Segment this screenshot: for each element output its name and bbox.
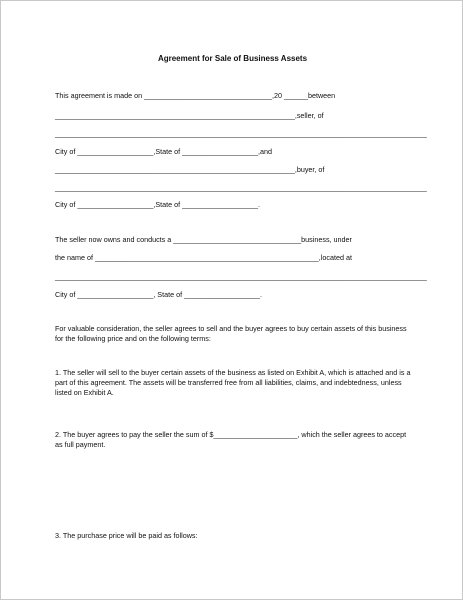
clause-3-text: 3. The purchase price will be paid as follows: (55, 531, 198, 540)
page-title: Agreement for Sale of Business Assets (157, 54, 308, 63)
business-type-line: The seller now owns and conducts a ________________________________business, under (55, 235, 352, 244)
seller-name-line: ____________________________________________________________,seller, of (55, 111, 324, 120)
consideration-paragraph (55, 324, 415, 344)
clause-2 (55, 430, 415, 450)
business-name-line: the name of ________________________________________________________,located at (55, 253, 352, 262)
clause-1-text: 1. The seller will sell to the buyer certain assets of the business as listed on Exhibit A, which is attached and is a part of this agreement. The assets will be transferred free from all liabilities, claims, and indebtedness, unless listed on Exhibit A. (55, 368, 411, 397)
seller-city-state-line: City of ___________________,State of ___________________,and (55, 147, 273, 156)
seller-address-line: _____________________________________________________________________________________________ (55, 129, 427, 138)
clause-3 (55, 531, 415, 541)
agreement-date-line: This agreement is made on ________________________________,20 ______between (55, 91, 336, 100)
clause-2-text: 2. The buyer agrees to pay the seller the sum of $_____________________, which the seller agrees to accept as full payment. (55, 430, 407, 449)
business-city-state-line: City of ___________________, State of ___________________. (55, 290, 263, 299)
buyer-city-state-line: City of ___________________,State of ___________________. (55, 200, 261, 209)
buyer-name-line: ____________________________________________________________,buyer, of (55, 165, 325, 174)
buyer-address-line: _____________________________________________________________________________________________ (55, 183, 427, 192)
clause-1 (55, 368, 415, 398)
business-address-line: _____________________________________________________________________________________________ (55, 272, 427, 281)
consideration-text: For valuable consideration, the seller agrees to sell and the buyer agrees to buy certain assets of this business for the following price and on the following terms: (55, 324, 407, 343)
